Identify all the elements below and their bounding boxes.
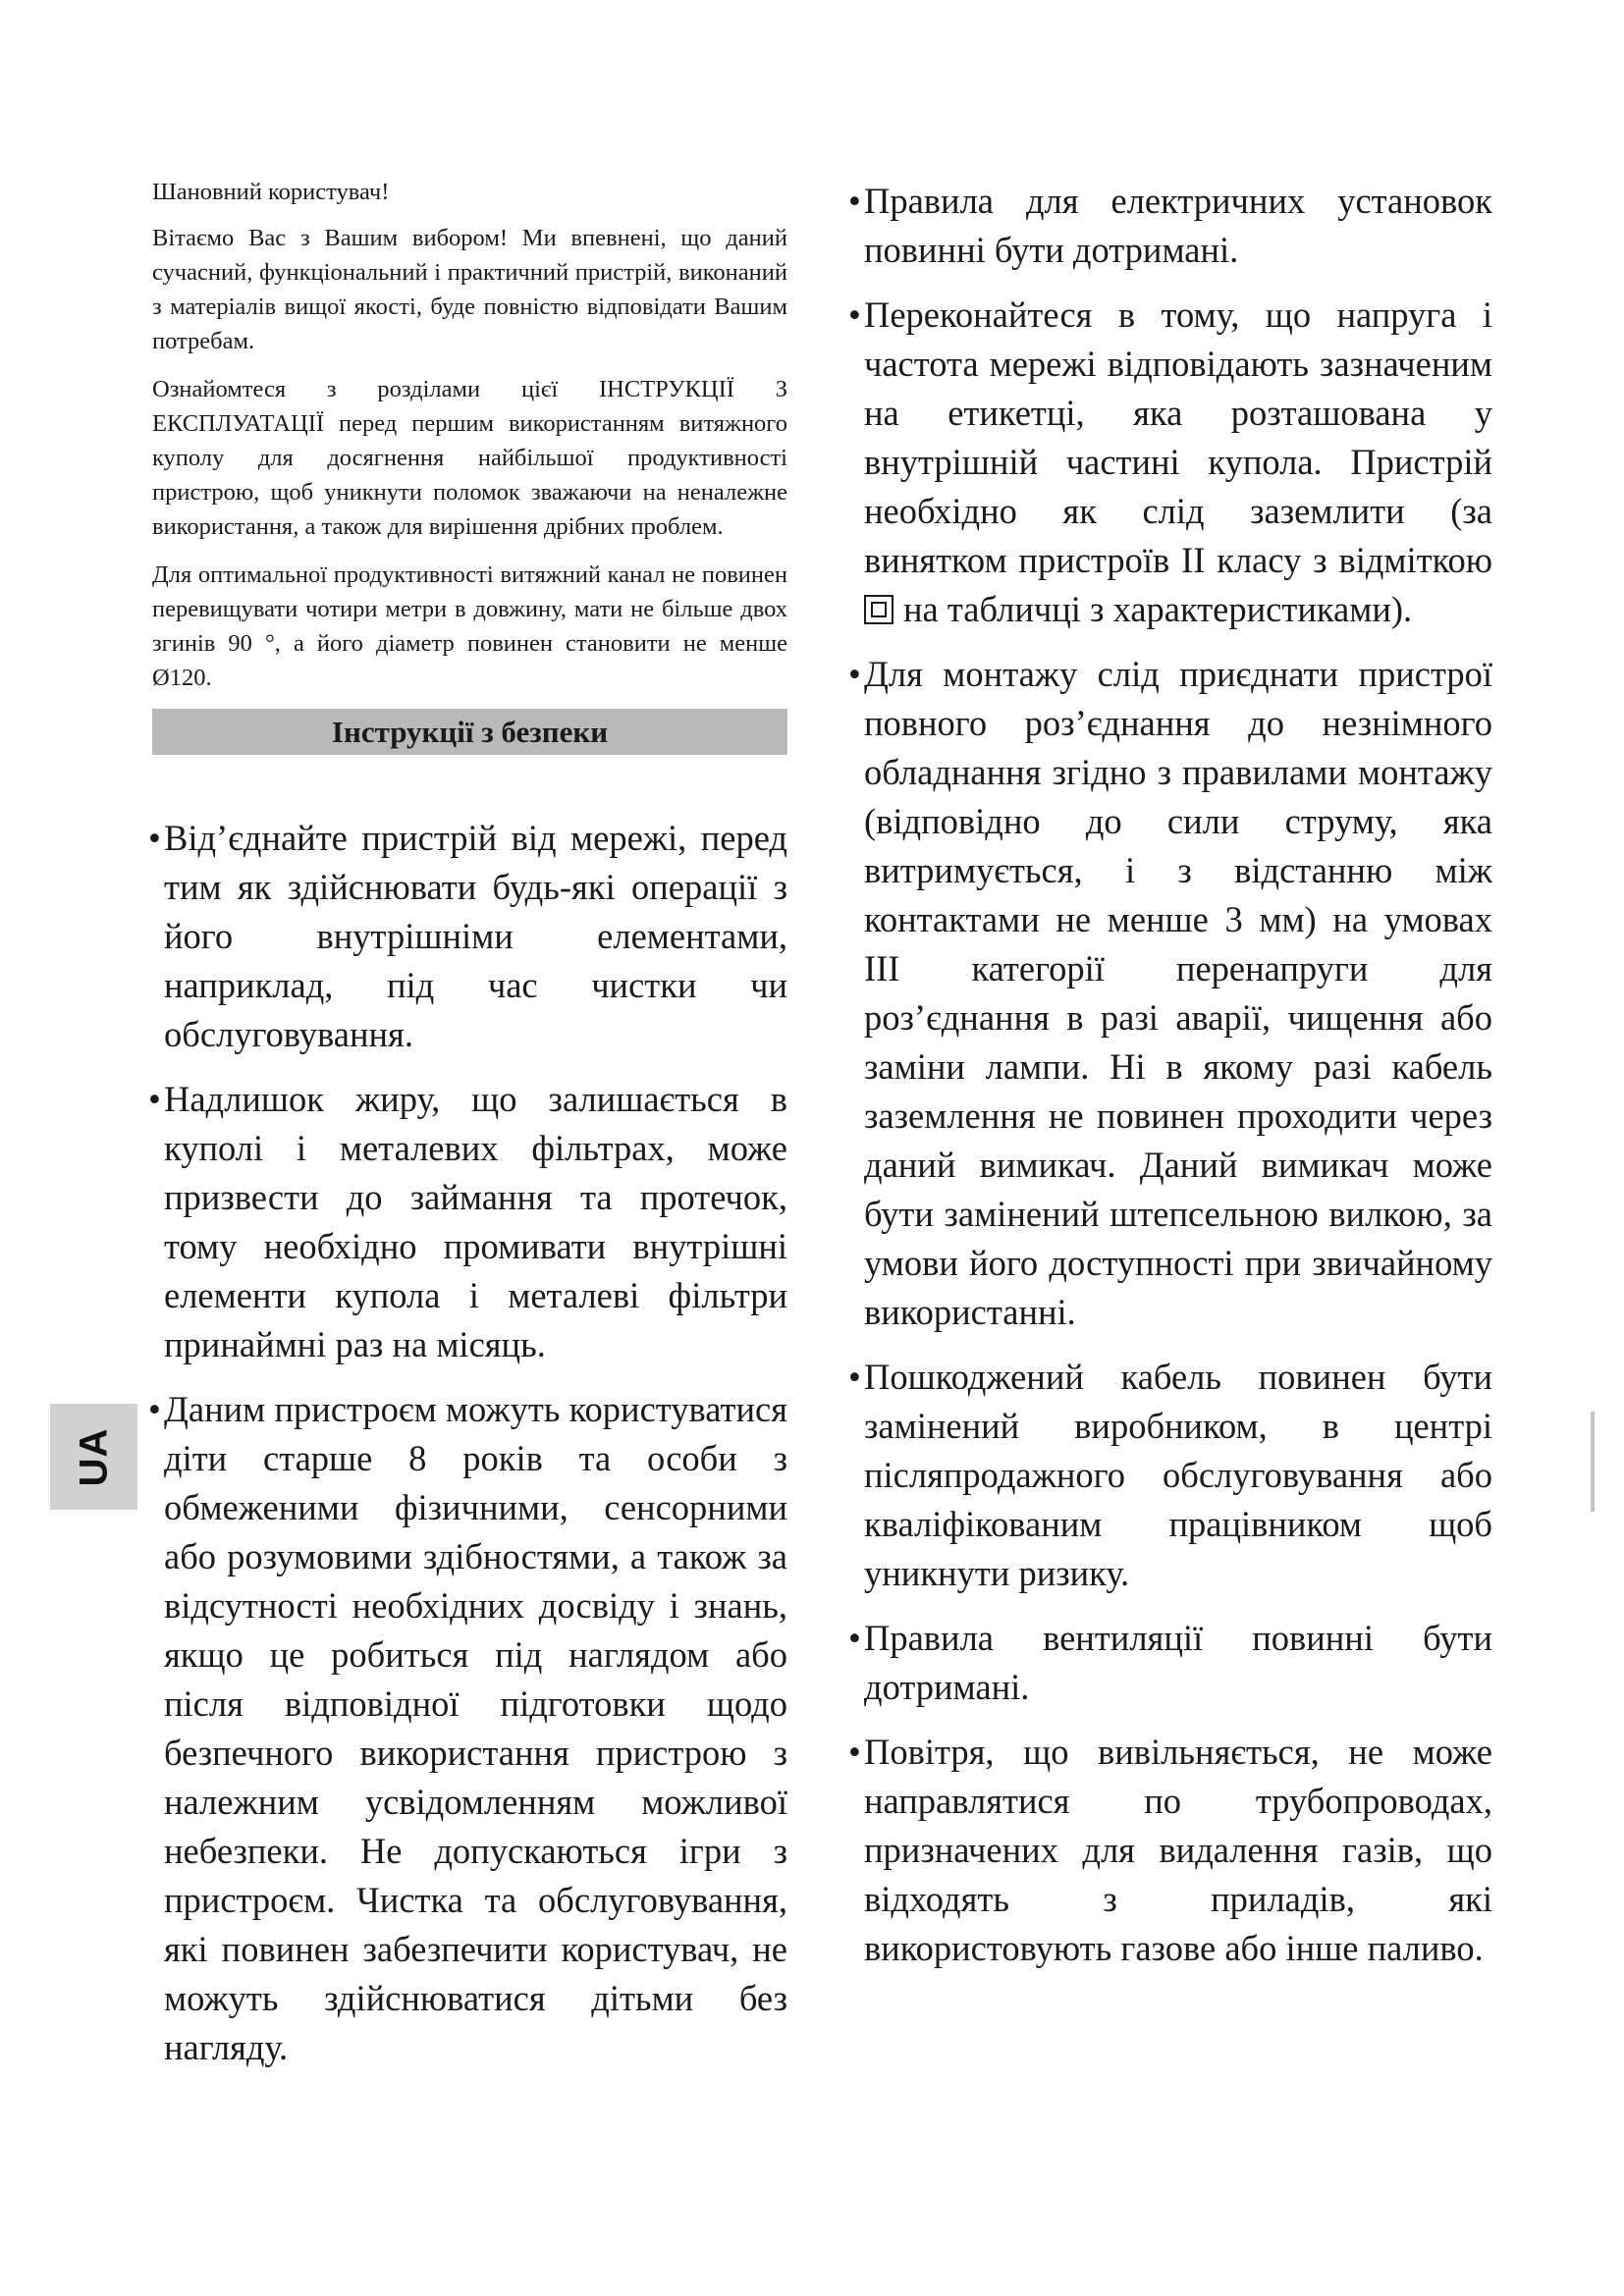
safety-item bbox=[148, 814, 787, 1059]
safety-list-left bbox=[148, 814, 787, 2072]
safety-item-text: Правила вентиляції повинні бути дотримані. bbox=[864, 1618, 1492, 1707]
safety-item-text: Надлишок жиру, що залишається в куполі і металевих фільтрах, може призвести до займання та протечок, тому необхідно промивати внутрішні елементи купола і металеві фільтри принаймні раз на місяць. bbox=[164, 1079, 787, 1364]
page-edge-mark bbox=[1591, 1412, 1595, 1512]
safety-heading: Інструкції з безпеки bbox=[152, 709, 787, 755]
language-tab bbox=[50, 1404, 137, 1510]
safety-item-text: Даним пристроєм можуть користуватися діти старше 8 років та особи з обмеженими фізичними, сенсорними або розумовими здібностями, а також за відсутності необхідних досвіду і знань, якщо це робиться під наглядом або після відповідної підготовки щодо безпечного використання пристрою з належним усвідомленням можливої небезпеки. Не допускаються ігри з пристроєм. Чистка та обслуговування, які повинен забезпечити користувач, не можуть здійснюватися дітьми без нагляду. bbox=[164, 1389, 787, 2067]
bullet-point: • bbox=[148, 1079, 161, 1119]
safety-item bbox=[848, 177, 1492, 275]
intro-paragraph: Вітаємо Вас з Вашим вибором! Ми впевнені, що даний сучасний, функціональний і практичний пристрій, виконаний з матеріалів вищої якості, буде повністю відповідати Вашим потребам. bbox=[152, 225, 787, 354]
bullet-point: • bbox=[148, 1389, 161, 1429]
safety-item bbox=[848, 650, 1492, 1337]
safety-list-right bbox=[848, 177, 1492, 1973]
bullet-point: • bbox=[848, 1618, 861, 1658]
language-tab-label: UA bbox=[72, 1427, 115, 1486]
safety-item-text: Переконайтеся в тому, що напруга і частота мережі відповідають зазначеним на етикетці, яка розташована у внутрішній частині купола. Пристрій необхідно як слід заземлити (за винятком пристроїв II класу з відміткою bbox=[864, 294, 1492, 580]
bullet-point: • bbox=[148, 818, 161, 858]
safety-item-text: Від’єднайте пристрій від мережі, перед тим як здійснювати будь-які операції з його внутрішніми елементами, наприклад, під час чистки чи обслуговування. bbox=[164, 818, 787, 1054]
intro-section bbox=[152, 175, 787, 695]
bullet-point: • bbox=[848, 294, 861, 335]
safety-item bbox=[848, 1353, 1492, 1598]
right-column bbox=[848, 177, 1492, 1989]
safety-item bbox=[848, 1614, 1492, 1712]
intro-paragraph: Для оптимальної продуктивності витяжний канал не повинен перевищувати чотири метри в довжину, мати не більше двох згинів 90 °, а його діаметр повинен становити не менше Ø120. bbox=[152, 561, 787, 691]
bullet-point: • bbox=[848, 1732, 861, 1772]
left-column bbox=[148, 175, 787, 2088]
safety-item bbox=[148, 1075, 787, 1369]
safety-item-text: Правила для електричних установок повинні бути дотримані. bbox=[864, 181, 1492, 270]
bullet-point: • bbox=[848, 1357, 861, 1397]
bullet-point: • bbox=[848, 654, 861, 694]
safety-item bbox=[148, 1385, 787, 2072]
greeting: Шановний користувач! bbox=[152, 179, 390, 205]
safety-item-text: Повітря, що вивільняється, не може направлятися по трубопроводах, призначених для видалення газів, що відходять з приладів, які використовують газове або інше паливо. bbox=[864, 1732, 1492, 1968]
safety-item-text: на табличці з характеристиками). bbox=[903, 589, 1413, 629]
bullet-point: • bbox=[848, 181, 861, 221]
safety-item bbox=[848, 291, 1492, 634]
intro-paragraph: Ознайомтеся з розділами цієї ІНСТРУКЦІЇ З ЕКСПЛУАТАЦІЇ перед першим використанням витяжного куполу для досягнення найбільшої продуктивності пристрою, щоб уникнути поломок зважаючи на неналежне використання, а також для вирішення дрібних проблем. bbox=[152, 376, 787, 540]
double-insulation-icon bbox=[864, 595, 893, 624]
safety-item-text: Для монтажу слід приєднати пристрої повного роз’єднання до незнімного обладнання згідно з правилами монтажу (відповідно до сили струму, яка витримується, і з відстанню між контактами не менше 3 мм) на умовах III категорії перенапруги для роз’єднання в разі аварії, чищення або заміни лампи. Ні в якому разі кабель заземлення не повинен проходити через даний вимикач. Даний вимикач може бути замінений штепсельною вилкою, за умови його доступності при звичайному використанні. bbox=[864, 654, 1492, 1332]
safety-item bbox=[848, 1728, 1492, 1973]
safety-item-text: Пошкоджений кабель повинен бути замінений виробником, в центрі післяпродажного обслуговування або кваліфікованим працівником щоб уникнути ризику. bbox=[864, 1357, 1492, 1593]
